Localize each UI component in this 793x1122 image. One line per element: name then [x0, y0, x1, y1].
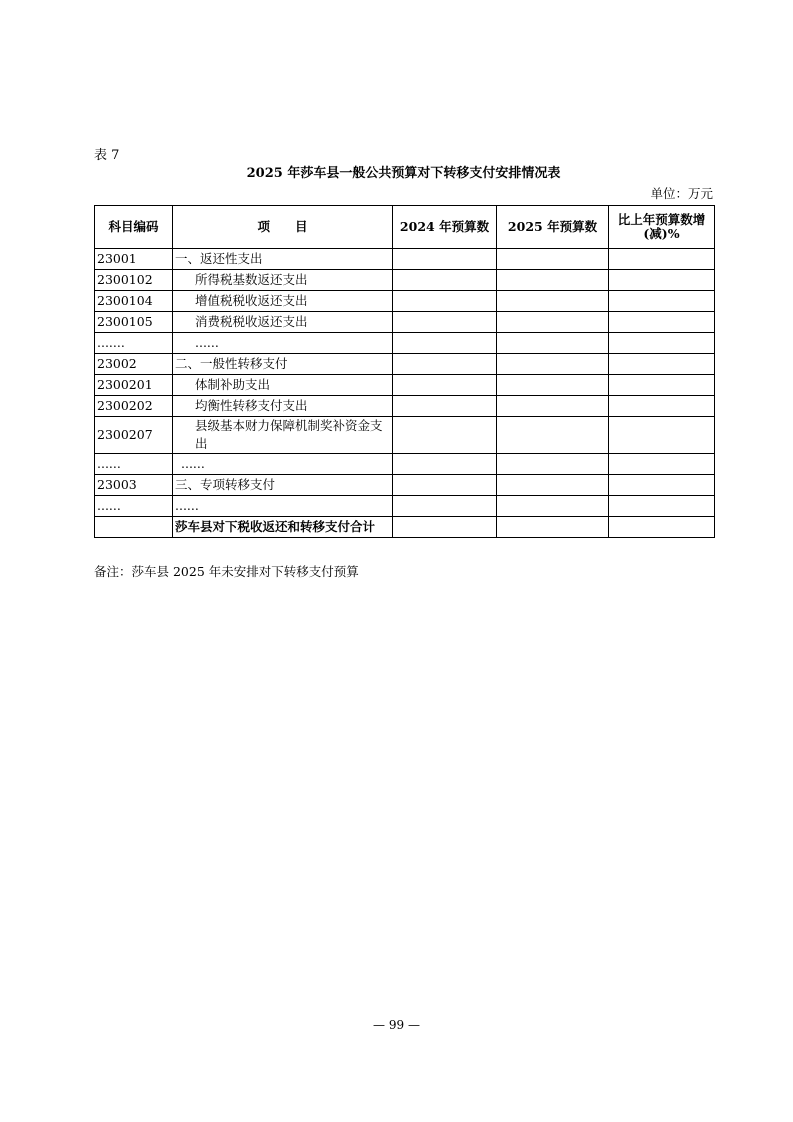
subject-code-cell: ....... [95, 333, 173, 354]
item-name-cell: 一、返还性支出 [173, 249, 393, 270]
change-percent-cell [609, 354, 715, 375]
item-name-cell: 二、一般性转移支付 [173, 354, 393, 375]
budget-2025-cell [497, 396, 609, 417]
subject-code-cell: 23001 [95, 249, 173, 270]
unit-label: 单位：万元 [650, 186, 713, 201]
budget-2024-cell [393, 375, 497, 396]
change-percent-cell [609, 270, 715, 291]
subject-code-cell: 2300201 [95, 375, 173, 396]
budget-2024-cell [393, 396, 497, 417]
change-percent-cell [609, 396, 715, 417]
total-code-cell [95, 517, 173, 538]
budget-2024-cell [393, 270, 497, 291]
budget-2025-cell [497, 249, 609, 270]
change-percent-cell [609, 333, 715, 354]
page-number: — 99 — [373, 1018, 420, 1032]
page-title: 2025 年莎车县一般公共预算对下转移支付安排情况表 [246, 166, 561, 181]
change-percent-cell [609, 417, 715, 454]
subject-code-cell: 2300104 [95, 291, 173, 312]
table-row [95, 354, 715, 375]
subject-code-cell: 2300102 [95, 270, 173, 291]
budget-2024-cell [393, 249, 497, 270]
column-header-change-percent: 比上年预算数增(减)% [609, 206, 715, 249]
item-name-cell: 县级基本财力保障机制奖补资金支出 [173, 417, 393, 454]
total-label-cell: 莎车县对下税收返还和转移支付合计 [173, 517, 393, 538]
budget-2025-cell [497, 354, 609, 375]
budget-2024-cell [393, 454, 497, 475]
budget-table [94, 205, 715, 538]
subject-code-cell: 23003 [95, 475, 173, 496]
item-name-cell: 三、专项转移支付 [173, 475, 393, 496]
column-header-2024-budget: 2024 年预算数 [393, 206, 497, 249]
budget-2025-cell [497, 312, 609, 333]
total-2025-cell [497, 517, 609, 538]
change-percent-cell [609, 249, 715, 270]
item-name-cell: 体制补助支出 [173, 375, 393, 396]
budget-2025-cell [497, 375, 609, 396]
table-row [95, 249, 715, 270]
change-percent-cell [609, 454, 715, 475]
table-row [95, 496, 715, 517]
item-name-cell: 增值税税收返还支出 [173, 291, 393, 312]
budget-2025-cell [497, 291, 609, 312]
budget-2024-cell [393, 417, 497, 454]
footnote: 备注：莎车县 2025 年未安排对下转移支付预算 [94, 564, 359, 579]
subject-code-cell: ...... [95, 496, 173, 517]
subject-code-cell: 23002 [95, 354, 173, 375]
subject-code-cell: ...... [95, 454, 173, 475]
column-header-2025-budget: 2025 年预算数 [497, 206, 609, 249]
table-row [95, 454, 715, 475]
budget-2025-cell [497, 475, 609, 496]
table-row [95, 270, 715, 291]
change-percent-cell [609, 375, 715, 396]
total-change-cell [609, 517, 715, 538]
table-header-row [95, 206, 715, 249]
change-percent-cell [609, 312, 715, 333]
item-name-cell: ...... [173, 496, 393, 517]
budget-2025-cell [497, 454, 609, 475]
table-row [95, 417, 715, 454]
subject-code-cell: 2300207 [95, 417, 173, 454]
table-row [95, 291, 715, 312]
table-row [95, 475, 715, 496]
budget-2024-cell [393, 496, 497, 517]
budget-2024-cell [393, 291, 497, 312]
item-name-cell: 所得税基数返还支出 [173, 270, 393, 291]
item-name-cell: ...... [173, 454, 393, 475]
table-total-row [95, 517, 715, 538]
change-percent-cell [609, 475, 715, 496]
budget-2025-cell [497, 333, 609, 354]
subject-code-cell: 2300105 [95, 312, 173, 333]
budget-2024-cell [393, 475, 497, 496]
table-row [95, 333, 715, 354]
budget-2025-cell [497, 417, 609, 454]
total-2024-cell [393, 517, 497, 538]
budget-2025-cell [497, 270, 609, 291]
change-percent-cell [609, 291, 715, 312]
table-label: 表 7 [94, 148, 120, 163]
table-row [95, 312, 715, 333]
budget-2024-cell [393, 312, 497, 333]
item-name-cell: 消费税税收返还支出 [173, 312, 393, 333]
item-name-cell: ...... [173, 333, 393, 354]
table-row [95, 396, 715, 417]
change-percent-cell [609, 496, 715, 517]
budget-2025-cell [497, 496, 609, 517]
column-header-item: 项 目 [173, 206, 393, 249]
item-name-cell: 均衡性转移支付支出 [173, 396, 393, 417]
budget-2024-cell [393, 333, 497, 354]
subject-code-cell: 2300202 [95, 396, 173, 417]
budget-2024-cell [393, 354, 497, 375]
table-row [95, 375, 715, 396]
column-header-code: 科目编码 [95, 206, 173, 249]
